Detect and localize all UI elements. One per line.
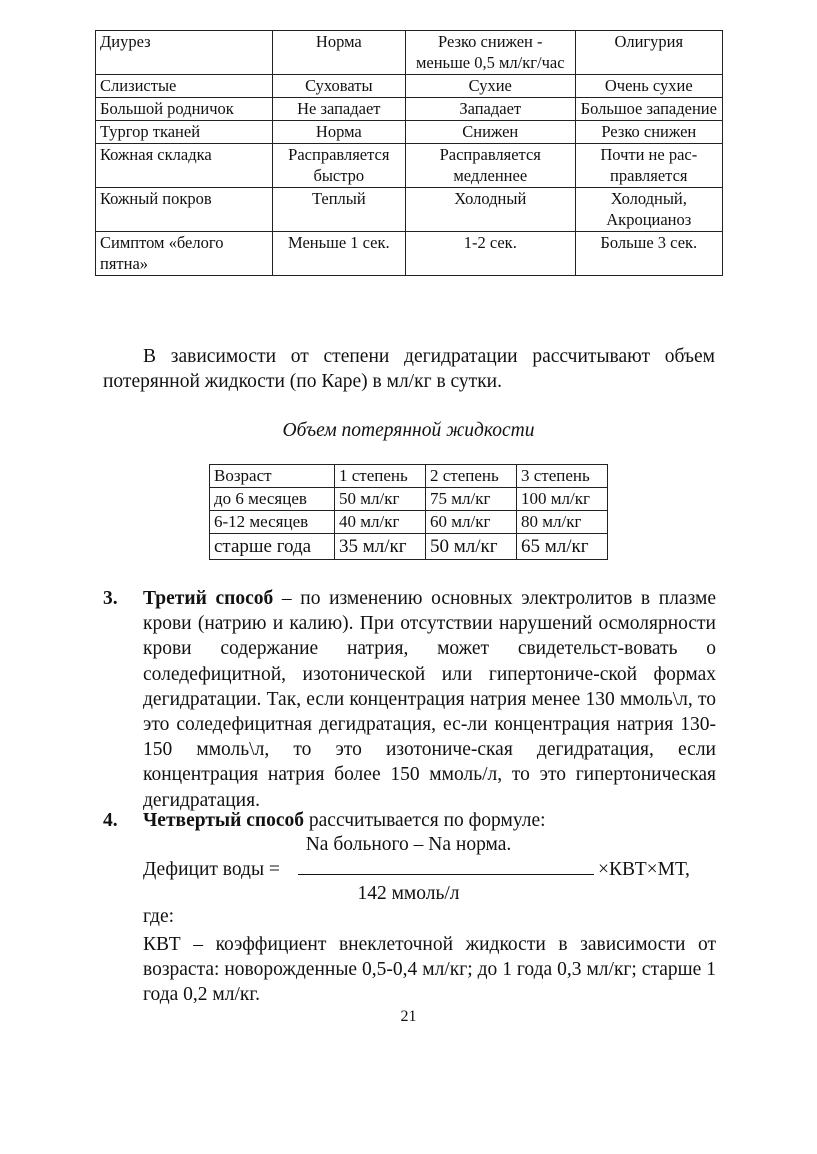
sign-value-cell: Норма xyxy=(272,121,405,144)
volume-table-row xyxy=(210,534,608,560)
sign-value-cell: Холодный xyxy=(405,188,575,232)
volume-cell: 100 мл/кг xyxy=(517,488,608,511)
volume-table-row xyxy=(210,488,608,511)
sign-value-cell: Резко снижен xyxy=(575,121,722,144)
item-number: 3. xyxy=(103,588,118,609)
formula-multiplier: ×КВТ×МТ, xyxy=(598,859,690,880)
item-text: – по изменению основных электролитов в плазме крови (натрию и калию). При отсутствии нарушений осмолярности крови содержание натрия, может свидетельст-вовать о соледефицитной, изотонической или гипертониче-ской формах дегидратации. Так, если концентрация натрия менее 130 ммоль\л, то это соледефицитная дегидратация, ес-ли концентрация натрия 130-150 ммоль\л, то это изотониче-ская дегидратация, если концентрация натрия более 150 ммоль/л, то это гипертоническая дегидратация. xyxy=(143,588,717,811)
volume-table-header-row xyxy=(210,465,608,488)
sign-value-cell: Норма xyxy=(272,31,405,75)
volume-cell: 60 мл/кг xyxy=(426,511,517,534)
sign-value-cell: Большое западение xyxy=(575,98,722,121)
table-row xyxy=(96,188,723,232)
item-number: 4. xyxy=(103,810,118,831)
volume-cell: 35 мл/кг xyxy=(335,534,426,560)
where-label: где: xyxy=(143,906,175,927)
volume-table-caption: Объем потерянной жидкости xyxy=(282,420,535,441)
table-row xyxy=(96,98,723,121)
volume-cell: 40 мл/кг xyxy=(335,511,426,534)
sign-value-cell: Холодный, Акроцианоз xyxy=(575,188,722,232)
sign-value-cell: Больше 3 сек. xyxy=(575,232,722,276)
formula-numerator: Na больного – Na норма. xyxy=(305,834,512,855)
sign-name-cell: Диурез xyxy=(96,31,273,75)
sign-value-cell: Олигурия xyxy=(575,31,722,75)
lost-fluid-volume-table xyxy=(209,464,608,560)
sign-value-cell: 1-2 сек. xyxy=(405,232,575,276)
table-row xyxy=(96,31,723,75)
sign-value-cell: Сухие xyxy=(405,75,575,98)
sign-value-cell: Очень сухие xyxy=(575,75,722,98)
volume-header-cell: Возраст xyxy=(210,465,335,488)
formula-denominator: 142 ммоль/л xyxy=(357,883,460,904)
sign-value-cell: Резко снижен - меньше 0,5 мл/кг/час xyxy=(405,31,575,75)
volume-cell: 50 мл/кг xyxy=(335,488,426,511)
volume-header-cell: 2 степень xyxy=(426,465,517,488)
paragraph-fluid-loss: В зависимости от степени дегидратации рассчитывают объем потерянной жидкости (по Каре) в мл/кг в сутки. xyxy=(103,346,715,392)
fraction-line xyxy=(298,874,594,875)
sign-name-cell: Слизистые xyxy=(96,75,273,98)
sign-value-cell: Расправляется быстро xyxy=(272,144,405,188)
page-number: 21 xyxy=(400,1008,417,1025)
item-fourth-method xyxy=(143,808,716,833)
table-row xyxy=(96,144,723,188)
sign-value-cell: Западает xyxy=(405,98,575,121)
volume-cell: 65 мл/кг xyxy=(517,534,608,560)
sign-name-cell: Кожный покров xyxy=(96,188,273,232)
volume-cell: 6-12 месяцев xyxy=(210,511,335,534)
item-text: рассчитывается по формуле: xyxy=(304,810,546,831)
sign-value-cell: Расправляется медленнее xyxy=(405,144,575,188)
dehydration-signs-table xyxy=(95,30,723,276)
volume-cell: 50 мл/кг xyxy=(426,534,517,560)
sign-value-cell: Теплый xyxy=(272,188,405,232)
table-row xyxy=(96,232,723,276)
volume-cell: 80 мл/кг xyxy=(517,511,608,534)
volume-cell: старше года xyxy=(210,534,335,560)
sign-name-cell: Кожная складка xyxy=(96,144,273,188)
item-third-method xyxy=(143,586,716,813)
sign-value-cell: Не западает xyxy=(272,98,405,121)
item-title: Четвертый способ xyxy=(143,810,305,831)
sign-name-cell: Большой родничок xyxy=(96,98,273,121)
formula-left-side: Дефицит воды = xyxy=(143,859,280,880)
sign-name-cell: Симптом «белого пятна» xyxy=(96,232,273,276)
volume-cell: до 6 месяцев xyxy=(210,488,335,511)
sign-name-cell: Тургор тканей xyxy=(96,121,273,144)
volume-header-cell: 3 степень xyxy=(517,465,608,488)
volume-header-cell: 1 степень xyxy=(335,465,426,488)
table-row xyxy=(96,121,723,144)
sign-value-cell: Снижен xyxy=(405,121,575,144)
volume-table-row xyxy=(210,511,608,534)
sign-value-cell: Меньше 1 сек. xyxy=(272,232,405,276)
volume-cell: 75 мл/кг xyxy=(426,488,517,511)
sign-value-cell: Суховаты xyxy=(272,75,405,98)
table-row xyxy=(96,75,723,98)
item-title: Третий способ xyxy=(143,588,274,609)
kvt-definition: КВТ – коэффициент внеклеточной жидкости в зависимости от возраста: новорожденные 0,5-0,4 мл/кг; до 1 года 0,3 мл/кг; старше 1 года 0,2 мл/кг. xyxy=(143,934,716,1005)
sign-value-cell: Почти не рас-правляется xyxy=(575,144,722,188)
